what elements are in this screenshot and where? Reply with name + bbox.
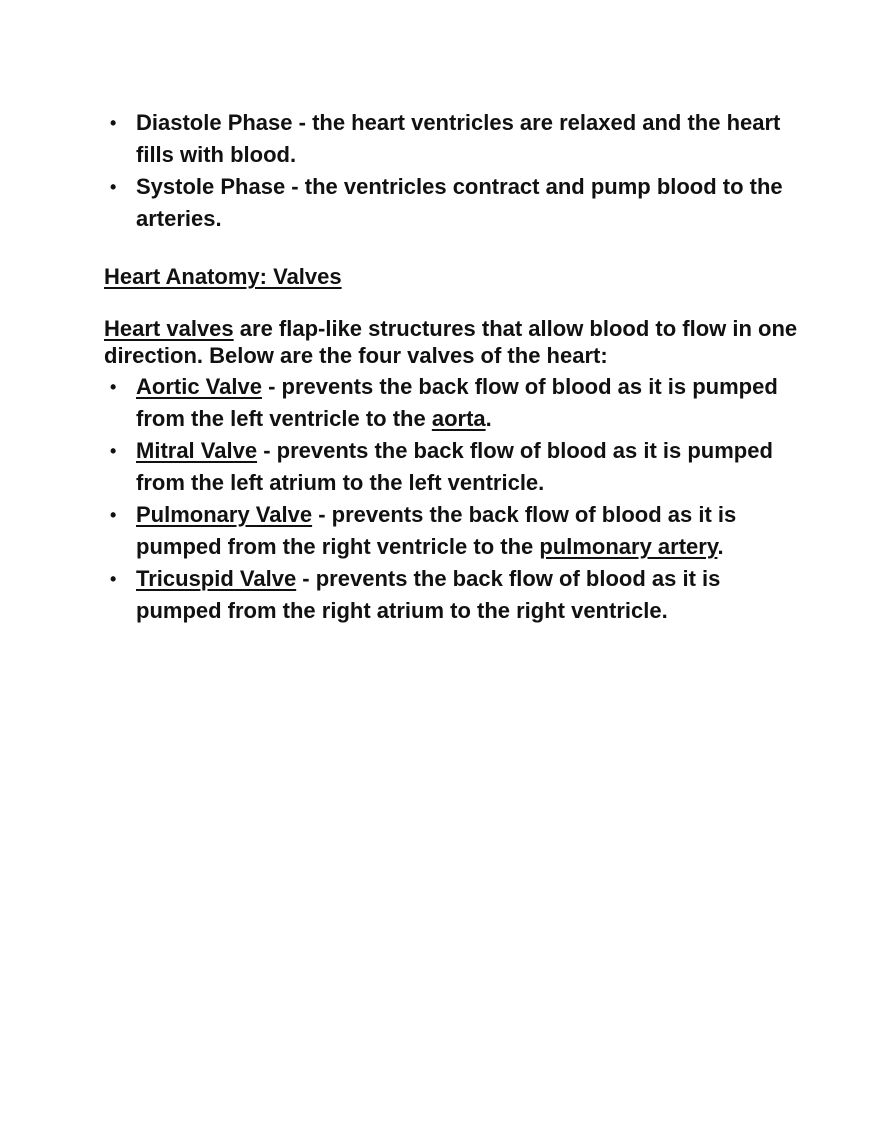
bullet-icon: •: [110, 113, 117, 133]
valve-description: - prevents the back flow of blood as it is pumped from the left ventricle to the: [136, 374, 778, 431]
list-item-mitral-valve: [104, 435, 794, 499]
valves-list: [104, 371, 794, 627]
list-item-aortic-valve: [104, 371, 794, 435]
list-item-tricuspid-valve: [104, 563, 794, 627]
pulmonary-artery-link[interactable]: pulmonary artery: [539, 534, 718, 559]
list-item-pulmonary-valve: [104, 499, 794, 563]
valve-description: - prevents the back flow of blood as it is pumped from the right ventricle to the: [136, 502, 737, 559]
valve-description: - prevents the back flow of blood as it is pumped from the right atrium to the right ventricle.: [136, 566, 721, 623]
phase-term: Diastole Phase: [136, 110, 293, 135]
intro-paragraph: [104, 315, 804, 369]
phase-description: - the heart ventricles are relaxed and the heart fills with blood.: [136, 110, 781, 167]
list-item-systole: [104, 171, 794, 235]
tricuspid-valve-link[interactable]: Tricuspid Valve: [136, 566, 297, 591]
valve-description-end: .: [485, 406, 492, 431]
bullet-icon: •: [110, 569, 117, 589]
section-heading: Heart Anatomy: Valves: [104, 264, 342, 289]
mitral-valve-link[interactable]: Mitral Valve: [136, 438, 258, 463]
bullet-icon: •: [110, 177, 117, 197]
phase-term: Systole Phase: [136, 174, 286, 199]
intro-text: are flap-like structures that allow blood to flow in one direction. Below are the four valves of the heart:: [104, 316, 798, 368]
bullet-icon: •: [110, 377, 117, 397]
bullet-icon: •: [110, 441, 117, 461]
list-item-diastole: [104, 107, 794, 171]
valve-description-end: .: [717, 534, 724, 559]
phase-description: - the ventricles contract and pump blood to the arteries.: [136, 174, 783, 231]
aortic-valve-link[interactable]: Aortic Valve: [136, 374, 262, 399]
aorta-link[interactable]: aorta: [431, 406, 486, 431]
bullet-icon: •: [110, 505, 117, 525]
heart-valves-link[interactable]: Heart valves: [104, 316, 234, 341]
pulmonary-valve-link[interactable]: Pulmonary Valve: [136, 502, 313, 527]
valve-description: - prevents the back flow of blood as it is pumped from the left atrium to the left ventricle.: [136, 438, 773, 495]
cardiac-phases-list: [104, 107, 794, 235]
